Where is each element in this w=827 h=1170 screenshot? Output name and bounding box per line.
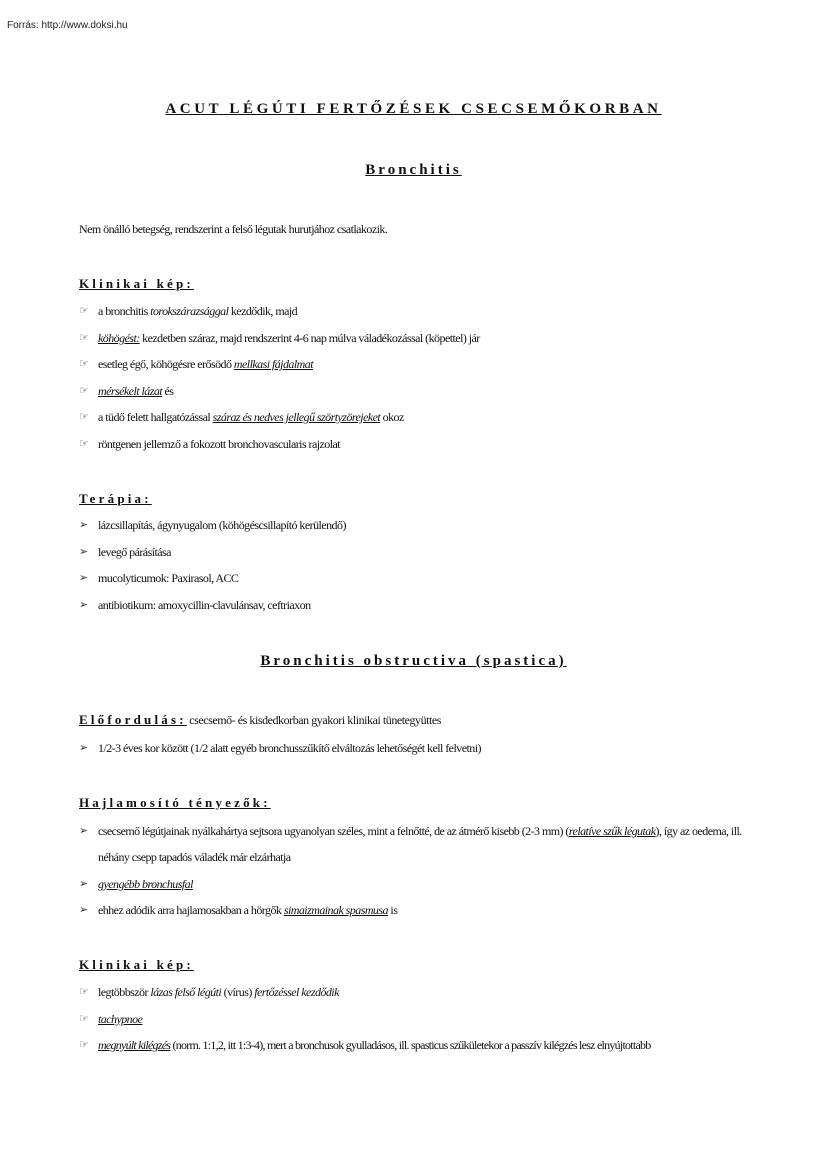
subheading-elofordulas — [79, 712, 441, 728]
list-item — [79, 592, 759, 618]
list-item — [79, 298, 759, 324]
item-text: okoz — [380, 410, 404, 424]
section-heading-bronchitis: Bronchitis — [365, 162, 462, 178]
list-item — [79, 565, 759, 591]
item-text: a tüdő felett hallgatózással — [98, 410, 213, 424]
subheading-text: Előfordulás: — [79, 712, 187, 727]
item-text: a bronchitis — [98, 304, 151, 318]
list-item — [79, 351, 759, 377]
pointing-hand-icon: ☞ — [79, 332, 89, 344]
item-text: lázcsillapítás, ágynyugalom (köhögéscsillapító kerülendő) — [98, 518, 346, 532]
item-text: levegő párásítása — [98, 545, 171, 559]
item-text: mucolyticumok: Paxirasol, ACC — [98, 571, 239, 585]
item-emphasis: lázas felső légúti — [150, 985, 222, 999]
subheading-text: Hajlamosító tényezők: — [79, 795, 271, 810]
item-emphasis: simaizmainak spasmusa — [283, 903, 388, 917]
list-item — [79, 325, 759, 351]
item-text: 1/2-3 éves kor között (1/2 alatt egyéb bronchusszűkítő elváltozás lehetőségét kell felvetni) — [98, 741, 481, 755]
list-item — [79, 1006, 759, 1032]
pointing-hand-icon: ☞ — [79, 305, 89, 317]
item-text: röntgenen jellemző a fokozott bronchovascularis rajzolat — [98, 437, 341, 451]
arrow-bullet-icon: ➢ — [79, 519, 89, 531]
pointing-hand-icon: ☞ — [79, 438, 89, 450]
pointing-hand-icon: ☞ — [79, 385, 89, 397]
item-text: antibiotikum: amoxycillin-clavulánsav, ceftriaxon — [98, 598, 311, 612]
subheading-text: Terápia: — [79, 491, 152, 506]
pointing-hand-icon: ☞ — [79, 986, 89, 998]
item-emphasis: fertőzéssel kezdődik — [254, 985, 339, 999]
item-text: ), így az oedema, ill. néhány csepp tapadós váladék már elzárhatja — [98, 824, 742, 864]
list-item — [79, 431, 759, 457]
item-text: ehhez adódik arra hajlamosakban a hörgők — [98, 903, 284, 917]
subheading-text: Klinikai kép: — [79, 957, 194, 972]
arrow-bullet-icon: ➢ — [79, 825, 89, 837]
item-emphasis: száraz és nedves jellegű szörtyzörejeket — [212, 410, 381, 424]
list-item — [79, 735, 759, 761]
arrow-bullet-icon: ➢ — [79, 904, 89, 916]
item-text: és — [162, 384, 174, 398]
pointing-hand-icon: ☞ — [79, 411, 89, 423]
arrow-bullet-icon: ➢ — [79, 599, 89, 611]
pointing-hand-icon: ☞ — [79, 1013, 89, 1025]
document-title: ACUT LÉGÚTI FERTŐZÉSEK CSECSEMŐKORBAN — [165, 101, 662, 117]
list-item — [79, 818, 751, 870]
arrow-bullet-icon: ➢ — [79, 742, 89, 754]
list-item — [79, 512, 759, 538]
arrow-bullet-icon: ➢ — [79, 878, 89, 890]
list-item — [79, 378, 759, 404]
pointing-hand-icon: ☞ — [79, 1039, 89, 1051]
list-item — [79, 897, 759, 923]
list-item — [79, 1032, 779, 1058]
item-emphasis: köhögést: — [98, 331, 140, 345]
list-item — [79, 979, 759, 1005]
item-emphasis: gyengébb bronchusfal — [98, 877, 193, 891]
subheading-klinikai-kep-2 — [79, 957, 194, 973]
source-line: Forrás: http://www.doksi.hu — [7, 20, 128, 31]
item-emphasis: tachypnoe — [98, 1012, 143, 1026]
intro-paragraph: Nem önálló betegség, rendszerint a felső légutak hurutjához csatlakozik. — [79, 222, 388, 236]
arrow-bullet-icon: ➢ — [79, 546, 89, 558]
subheading-text: Klinikai kép: — [79, 276, 194, 291]
item-text: (norm. 1:1,2, itt 1:3-4), mert a bronchusok gyulladásos, ill. spasticus szűkületekor a passzív kilégzés lesz elnyújtottabb — [170, 1038, 651, 1052]
item-text: kezdetben száraz, majd rendszerint 4-6 nap múlva váladékozással (köpettel) jár — [139, 331, 480, 345]
item-emphasis: mérsékelt lázat — [98, 384, 163, 398]
item-emphasis: mellkasi fájdalmat — [233, 357, 313, 371]
item-text: (vírus) — [221, 985, 255, 999]
list-item — [79, 404, 759, 430]
pointing-hand-icon: ☞ — [79, 358, 89, 370]
list-item — [79, 871, 759, 897]
subheading-klinikai-kep — [79, 276, 194, 292]
subheading-hajlamosito — [79, 795, 271, 811]
subheading-terapia — [79, 491, 152, 507]
item-text: esetleg égő, köhögésre erősödő — [98, 357, 234, 371]
subheading-rest-text: csecsemő- és kisdedkorban gyakori klinikai tünetegyüttes — [186, 713, 442, 727]
item-text: kezdődik, majd — [228, 304, 298, 318]
item-text: is — [387, 903, 398, 917]
section-heading-obstructiva: Bronchitis obstructiva (spastica) — [260, 653, 567, 669]
item-emphasis: relatíve szűk légutak — [568, 824, 656, 838]
list-item — [79, 539, 759, 565]
item-emphasis: megnyúlt kilégzés — [98, 1038, 171, 1052]
item-emphasis: torokszárazsággal — [150, 304, 229, 318]
arrow-bullet-icon: ➢ — [79, 572, 89, 584]
item-text: csecsemő légútjainak nyálkahártya sejtsora ugyanolyan széles, mint a felnőtté, de az átmérő kisebb (2-3 mm) ( — [98, 824, 569, 838]
item-text: legtöbbször — [98, 985, 151, 999]
